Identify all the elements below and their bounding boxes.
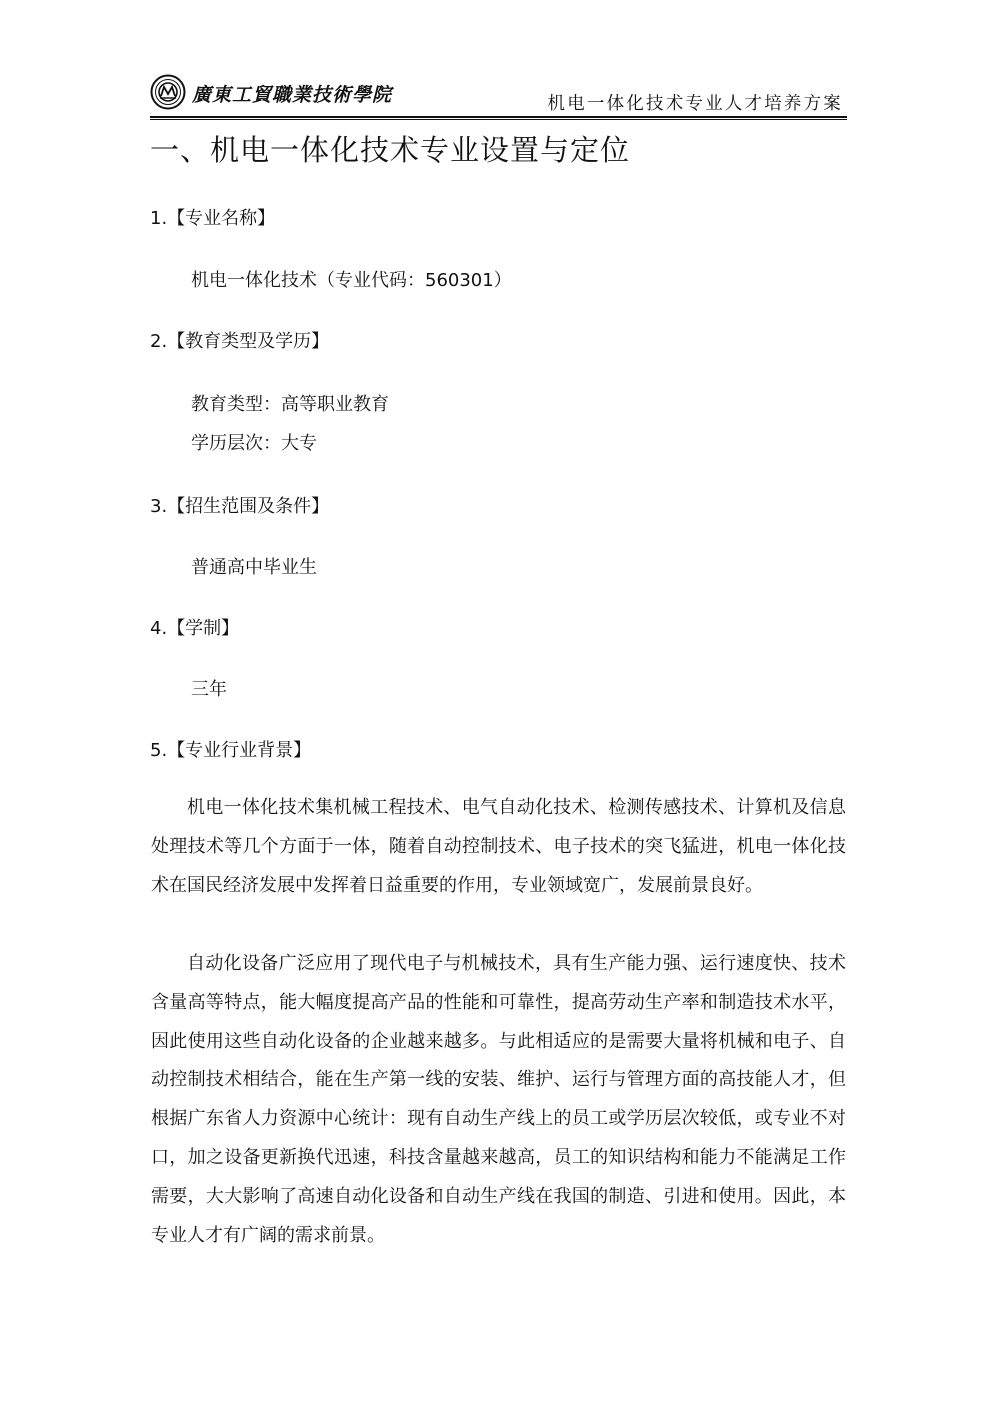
school-logo-icon — [150, 74, 186, 110]
education-type-text: 教育类型：高等职业教育 — [191, 394, 389, 415]
heading-education-type: 2.【教育类型及学历】 — [150, 331, 330, 352]
enrollment-text: 普通高中毕业生 — [191, 557, 317, 578]
school-name: 廣東工貿職業技術學院 — [192, 84, 393, 106]
duration-text: 三年 — [191, 679, 227, 700]
header-rule-thin — [150, 119, 847, 120]
education-level-text: 学历层次：大专 — [191, 433, 317, 454]
heading-duration: 4.【学制】 — [150, 618, 240, 639]
major-name-text: 机电一体化技术（专业代码：560301） — [191, 270, 512, 291]
heading-industry-background: 5.【专业行业背景】 — [150, 740, 312, 761]
page-header — [150, 70, 847, 117]
background-paragraph: 机电一体化技术集机械工程技术、电气自动化技术、检测传感技术、计算机及信息处理技术等几个方面于一体，随着自动控制技术、电子技术的突飞猛进，机电一体化技术在国民经济发展中发挥着日益重要的作用，专业领域宽广，发展前景良好。 — [151, 797, 846, 896]
heading-enrollment: 3.【招生范围及条件】 — [150, 496, 330, 517]
heading-major-name: 1.【专业名称】 — [150, 208, 276, 229]
background-paragraph: 自动化设备广泛应用了现代电子与机械技术，具有生产能力强、运行速度快、技术含量高等特点，能大幅度提高产品的性能和可靠性，提高劳动生产率和制造技术水平，因此使用这些自动化设备的企业越来越多。与此相适应的是需要大量将机械和电子、自动控制技术相结合，能在生产第一线的安装、维护、运行与管理方面的高技能人才，但根据广东省人力资源中心统计：现有自动生产线上的员工或学历层次较低，或专业不对口，加之设备更新换代迅速，科技含量越来越高，员工的知识结构和能力不能满足工作需要，大大影响了高速自动化设备和自动生产线在我国的制造、引进和使用。因此，本专业人才有广阔的需求前景。 — [151, 953, 846, 1246]
section-title: 一、机电一体化技术专业设置与定位 — [150, 133, 631, 167]
header-rule — [150, 116, 847, 118]
document-title: 机电一体化技术专业人才培养方案 — [547, 94, 843, 114]
